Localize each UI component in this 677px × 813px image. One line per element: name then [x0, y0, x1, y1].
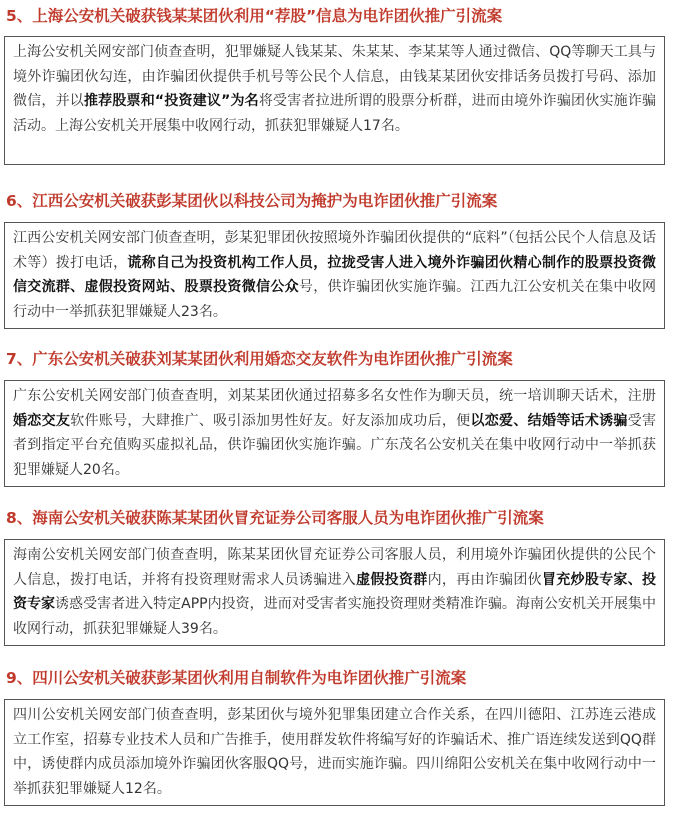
case-6-text-2: 号，供诈骗团伙实施诈骗。江西九江公安机关在集中收网行动中一举抓获犯罪嫌疑人23名。: [13, 279, 657, 320]
case-9-title: 9、四川公安机关破获彭某团伙利用自制软件为电诈团伙推广引流案: [6, 669, 467, 687]
case-9-text-1: 四川公安机关网安部门侦查查明，彭某团伙与境外犯罪集团建立合作关系，在四川德阳、江苏连云港成立工作室，招募专业技术人员和广告推手，使用群发软件将编写好的诈骗话术、推广语连续发送到QQ群中，诱使群内成员添加境外诈骗团伙客服QQ号，进而实施诈骗。四川绵阳公安机关在集中收网行动中一举抓获犯罪嫌疑人12名。: [13, 707, 656, 797]
case-7-highlight-2: 以恋爱、结婚等话术诱骗: [470, 412, 628, 429]
case-8-highlight-2: 冒充炒股专家、投资专家: [13, 571, 657, 612]
case-8-text-3: 诱惑受害者进入特定APP内投资，进而对受害者实施投资理财类精准诈骗。海南公安机关开展集中收网行动，抓获犯罪嫌疑人39名。: [13, 596, 657, 637]
case-5-body: [4, 36, 665, 165]
case-8-title: 8、海南公安机关破获陈某某团伙冒充证券公司客服人员为电诈团伙推广引流案: [6, 509, 544, 527]
case-5-highlight-1: 推荐股票和“投资建议”为名: [83, 93, 259, 109]
case-7-text-1: 广东公安机关网安部门侦查查明，刘某某团伙通过招募多名女性作为聊天员，统一培训聊天话术，注册: [13, 388, 656, 404]
case-8-body: [4, 539, 665, 646]
case-7-body: [4, 380, 665, 487]
case-6-body: [4, 222, 665, 329]
case-6-title: 6、江西公安机关破获彭某团伙以科技公司为掩护为电诈团伙推广引流案: [6, 192, 498, 210]
case-7-text-3: 受害者到指定平台充值购买虚拟礼品，供诈骗团伙实施诈骗。广东茂名公安机关在集中收网行动中一举抓获犯罪嫌疑人20名。: [13, 412, 657, 478]
case-7-highlight-1: 婚恋交友: [13, 412, 71, 429]
case-8-text-1: 海南公安机关网安部门侦查查明，陈某某团伙冒充证券公司客服人员，利用境外诈骗团伙提供的公民个人信息，拨打电话，并将有投资理财需求人员诱骗进入: [13, 547, 656, 588]
case-8-text-2: 内，再由诈骗团伙: [427, 571, 542, 588]
case-7-title: 7、广东公安机关破获刘某某团伙利用婚恋交友软件为电诈团伙推广引流案: [6, 350, 513, 368]
case-7-text-2: 软件账号，大肆推广、吸引添加男性好友。好友添加成功后，便: [70, 412, 471, 429]
case-8-highlight-1: 虚假投资群: [356, 571, 428, 588]
case-9-body: [4, 699, 665, 806]
case-5-title: 5、上海公安机关破获钱某某团伙利用“荐股”信息为电诈团伙推广引流案: [6, 7, 503, 25]
case-5-text-1: 上海公安机关网安部门侦查查明，犯罪嫌疑人钱某某、朱某某、李某某等人通过微信、QQ等聊天工具与境外诈骗团伙勾连，由诈骗团伙提供手机号等公民个人信息，由钱某某团伙安排话务员拨打号码、添加微信，并以: [13, 44, 656, 109]
case-5-text-2: 将受害者拉进所谓的股票分析群，进而由境外诈骗团伙实施诈骗活动。上海公安机关开展集中收网行动，抓获犯罪嫌疑人17名。: [13, 93, 657, 134]
case-6-highlight-1: 谎称自己为投资机构工作人员，拉拢受害人进入境外诈骗团伙精心制作的股票投资微信交流群、虚假投资网站、股票投资微信公众: [13, 254, 657, 295]
case-6-text-1: 江西公安机关网安部门侦查查明，彭某犯罪团伙按照境外诈骗团伙提供的“底料”（包括公民个人信息及话术等）拨打电话，: [13, 230, 656, 271]
